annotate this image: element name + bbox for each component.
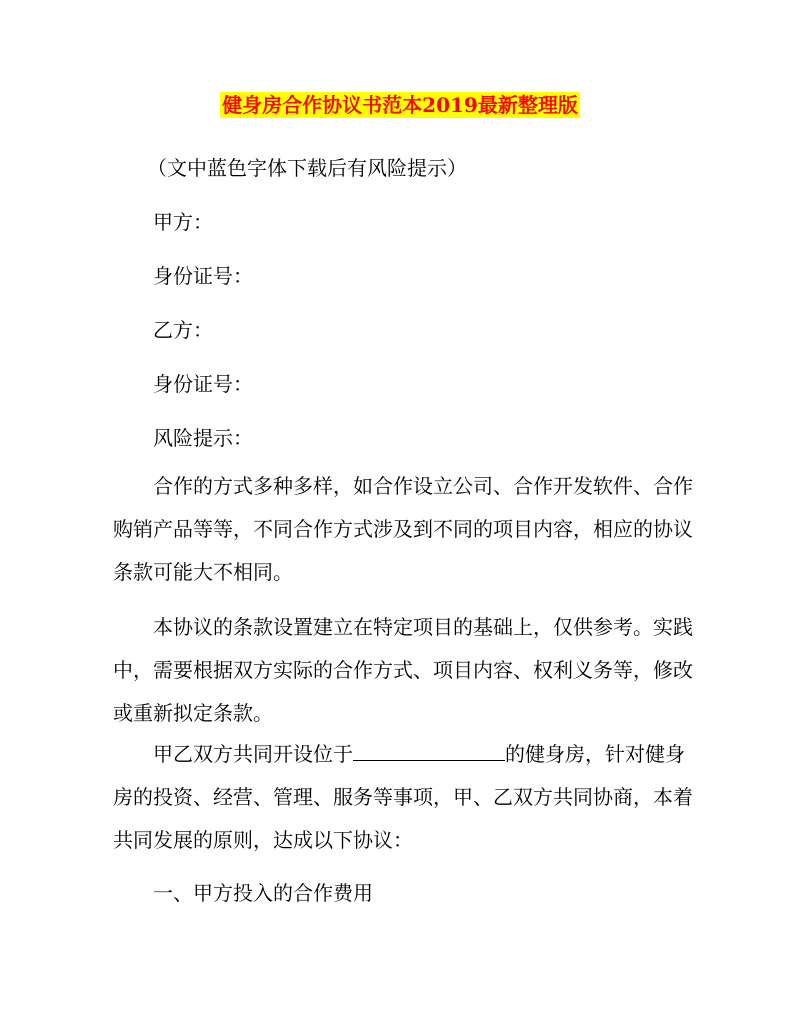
paragraph-gym-text-after: 的健身房，针对健身房的投资、经营、管理、服务等事项，甲、乙双方共同协商，本着共同发展的原则，达成以下协议： xyxy=(113,742,693,852)
document-title: 健身房合作协议书范本2019最新整理版 xyxy=(222,93,578,117)
party-a-id-label: 身份证号： xyxy=(153,264,253,288)
party-b-label: 乙方： xyxy=(153,318,213,342)
download-notice: （文中蓝色字体下载后有风险提示） xyxy=(147,156,467,180)
section-heading-party-a-investment: 一、甲方投入的合作费用 xyxy=(153,881,373,905)
paragraph-cooperation-methods: 合作的方式多种多样，如合作设立公司、合作开发软件、合作购销产品等等，不同合作方式涉及到不同的项目内容，相应的协议条款可能大不相同。 xyxy=(113,474,693,584)
location-blank-line xyxy=(353,740,505,761)
title-container xyxy=(0,92,800,118)
risk-notice-label: 风险提示： xyxy=(153,426,253,450)
paragraph-reference-notice: 本协议的条款设置建立在特定项目的基础上，仅供参考。实践中，需要根据双方实际的合作方式、项目内容、权利义务等，修改或重新拟定条款。 xyxy=(113,615,693,725)
paragraph-gym-agreement xyxy=(113,733,693,862)
paragraph-gym-text-before: 甲乙双方共同开设位于 xyxy=(153,742,353,766)
party-a-label: 甲方： xyxy=(153,210,213,234)
party-b-id-label: 身份证号： xyxy=(153,372,253,396)
